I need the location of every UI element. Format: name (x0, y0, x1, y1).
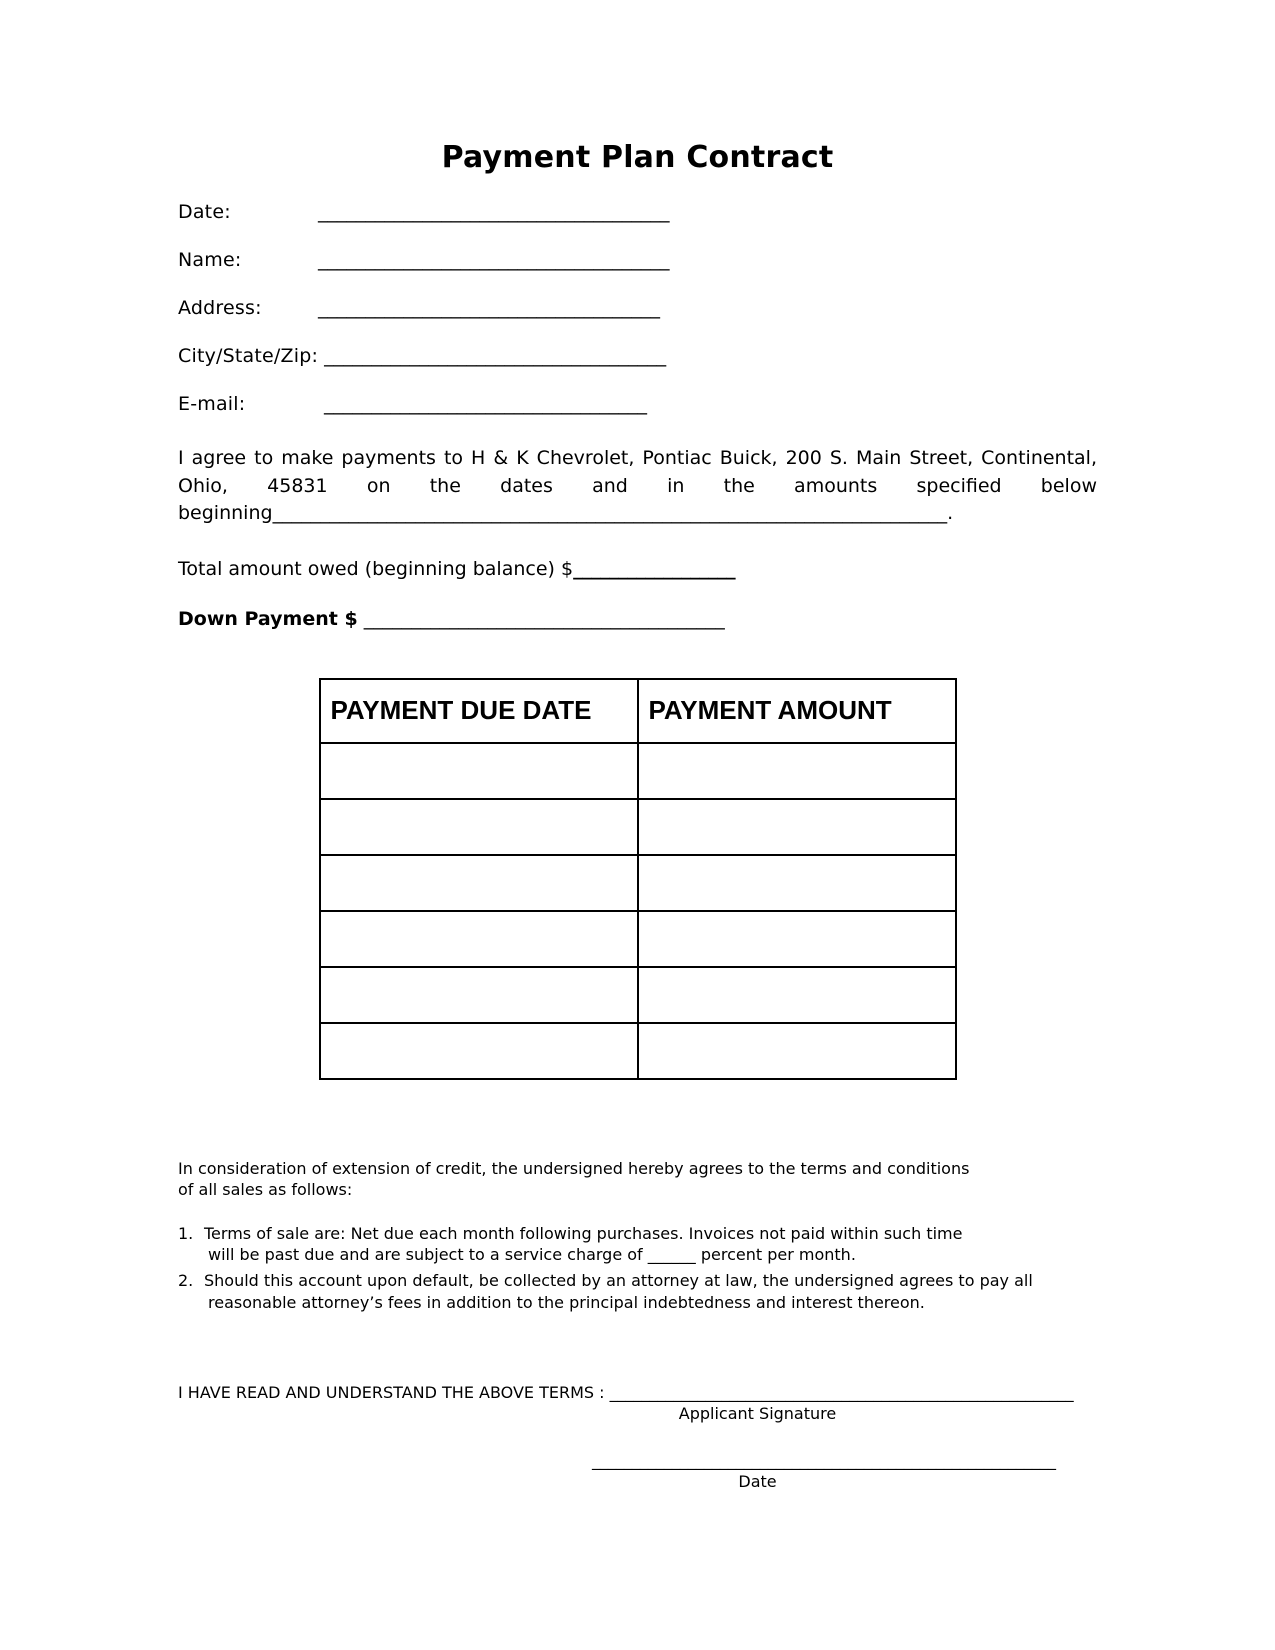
payment-schedule-table (319, 678, 957, 1080)
table-row (320, 855, 956, 911)
cell-payment-amount[interactable] (638, 911, 956, 967)
date-caption: Date (738, 1472, 777, 1492)
cell-payment-amount[interactable] (638, 799, 956, 855)
table-row (320, 911, 956, 967)
table-row (320, 743, 956, 799)
total-amount-owed-label: Total amount owed (beginning balance) $ (178, 557, 574, 580)
table-row (320, 799, 956, 855)
terms-item-1-number: 1. (178, 1223, 194, 1243)
agreement-text: I agree to make payments to H & K Chevrolet, Pontiac Buick, 200 S. Main Street, Continental, Ohio, 45831 on the dates and in the amounts specified below beginning (178, 447, 1097, 525)
table-header-row (320, 679, 956, 743)
cell-payment-amount[interactable] (638, 855, 956, 911)
agreement-period: . (947, 502, 954, 525)
field-city-state-zip-label: City/State/Zip: (178, 345, 319, 367)
read-terms-label: I HAVE READ AND UNDERSTAND THE ABOVE TERMS : (178, 1383, 605, 1403)
column-header-payment-amount: PAYMENT AMOUNT (638, 679, 956, 743)
terms-item-2-text (204, 1270, 1097, 1313)
field-address-label: Address: (178, 297, 262, 319)
document-body (178, 201, 1097, 630)
table-row (320, 1023, 956, 1079)
terms-item-2-line2: reasonable attorney’s fees in addition to the principal indebtedness and interest thereon. (208, 1292, 925, 1312)
signature-section (178, 1383, 1097, 1491)
terms-item-1-text (204, 1223, 1097, 1266)
down-payment-label: Down Payment $ (178, 607, 358, 630)
terms-item-2-line1: Should this account upon default, be collected by an attorney at law, the undersigned agrees to pay all (204, 1271, 1033, 1291)
agreement-paragraph (178, 445, 1097, 528)
field-email-blank[interactable]: __________________________________ (324, 393, 647, 415)
terms-item-1-line1: Terms of sale are: Net due each month following purchases. Invoices not paid within such time (204, 1223, 963, 1243)
terms-item-1-line2: will be past due and are subject to a service charge of ______ percent per month. (208, 1245, 856, 1265)
column-header-payment-due-date: PAYMENT DUE DATE (320, 679, 638, 743)
field-name (178, 249, 1097, 271)
signature-line (178, 1383, 1097, 1402)
field-address-blank[interactable]: ____________________________________ (318, 297, 660, 319)
date-signature-blank[interactable]: __________________________________________________________ (592, 1451, 1056, 1471)
applicant-signature-blank[interactable]: __________________________________________________________ (609, 1383, 1074, 1403)
applicant-signature-caption: Applicant Signature (678, 1404, 837, 1424)
field-address (178, 297, 1097, 319)
field-city-state-zip (178, 345, 1097, 367)
terms-intro-line2: of all sales as follows: (178, 1180, 353, 1200)
field-city-state-zip-blank[interactable]: ____________________________________ (324, 345, 667, 367)
cell-payment-due-date[interactable] (320, 967, 638, 1023)
cell-payment-due-date[interactable] (320, 743, 638, 799)
cell-payment-due-date[interactable] (320, 799, 638, 855)
field-name-label: Name: (178, 249, 242, 271)
field-name-blank[interactable]: _____________________________________ (318, 249, 670, 271)
field-date-label: Date: (178, 201, 231, 223)
terms-intro (178, 1158, 1097, 1201)
terms-list (178, 1223, 1097, 1313)
cell-payment-due-date[interactable] (320, 1023, 638, 1079)
terms-intro-line1: In consideration of extension of credit, the undersigned hereby agrees to the terms and conditions (178, 1158, 970, 1178)
field-date (178, 201, 1097, 223)
cell-payment-due-date[interactable] (320, 855, 638, 911)
total-amount-owed-blank[interactable]: __________________ (573, 557, 736, 580)
cell-payment-due-date[interactable] (320, 911, 638, 967)
terms-item-2-number: 2. (178, 1271, 194, 1291)
terms-item-1 (178, 1223, 1097, 1266)
field-date-blank[interactable]: _____________________________________ (318, 201, 670, 223)
cell-payment-amount[interactable] (638, 1023, 956, 1079)
field-email (178, 393, 1097, 415)
down-payment-blank[interactable]: ______________________________________ (363, 607, 725, 630)
agreement-date-blank[interactable]: _______________________________________________________________________ (272, 502, 948, 525)
down-payment-row (178, 608, 1097, 630)
terms-item-2 (178, 1270, 1097, 1313)
total-amount-owed-row (178, 558, 1097, 580)
terms-section (178, 1158, 1097, 1492)
field-email-label: E-mail: (178, 393, 246, 415)
cell-payment-amount[interactable] (638, 967, 956, 1023)
page-title: Payment Plan Contract (441, 140, 834, 175)
table-row (320, 967, 956, 1023)
cell-payment-amount[interactable] (638, 743, 956, 799)
